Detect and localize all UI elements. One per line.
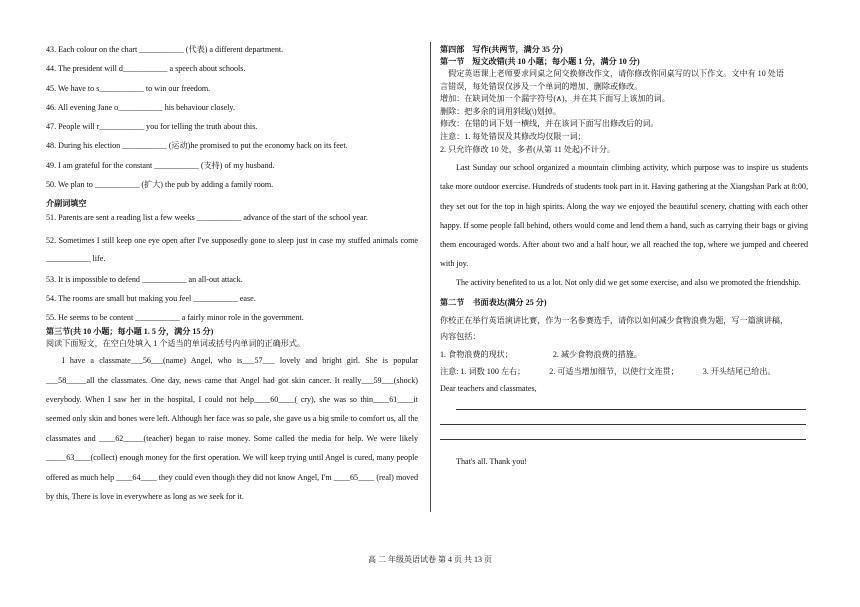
writing-notes: [440, 366, 808, 377]
section1-instr-line: 假定英语课上老师要求同桌之间交换修改作文，请你修改你同桌写的以下作文。文中有 10 处语: [440, 69, 784, 78]
letter-greeting: Dear teachers and classmates,: [440, 383, 537, 393]
question-46: 46. All evening Jane o___________ his behaviour closely.: [46, 102, 235, 112]
section2-instr-line: 内容包括：: [440, 331, 481, 341]
question-50: 50. We plan to ___________ (扩大) the pub by adding a family room.: [46, 180, 274, 190]
question-53: 53. It is impossible to defend ___________ an all-out attack.: [46, 274, 243, 284]
section1-instr-line: 2. 只允许修改 10 处，多者(从第 11 处起)不计分。: [440, 144, 616, 154]
section2-instr-line: 你校正在举行英语演讲比赛，作为一名参赛选手，请你以如何减少食物浪费为题，写一篇演讲稿，: [440, 315, 789, 325]
content-point: 2. 减少食物浪费的措施。: [552, 349, 642, 359]
writing-line: [440, 439, 806, 440]
question-47: 47. People will r___________ you for telling the truth about this.: [46, 122, 258, 132]
content-point: 1. 食物浪费的现状；: [440, 349, 513, 359]
section3-heading: 第三节(共 10 小题；每小题 1. 5 分，满分 15 分): [46, 327, 214, 337]
cloze-passage: I have a classmate___56___(name) Angel, who is___57___ lovely and bright girl. She is popular ___58_____all the classmates. One day, news came that Angel had got skin cancer. It really___59___(shock) everybody. When I saw her in the hospital, I could not help____60____( cry), she was so thin____61____it seemed only skin and bones were left. Although her face was so pale, she gave us a big smile to comfort us, all the classmates and ____62_____(teacher) began to raise money. Some called the media for help. We were likely _____63____(collect) enough money for the first operation. We will keep trying until Angel is cured, many people offered as much help ____64____ they could even though they did not know Angel, I'm ____65____ (real) moved by this, There is love in everywhere as long as we seek for it.: [46, 356, 418, 502]
section1-instr-line: 注意：1. 每处错误及其修改均仅限一词；: [440, 131, 586, 141]
page-footer: 高 二 年级英语试卷 第 4 页 共 13 页: [368, 555, 492, 564]
section2-heading: 第二节 书面表达(满分 25 分): [440, 297, 547, 307]
left-column: [46, 44, 418, 507]
writing-note: 注意: 1. 词数 100 左右；: [440, 366, 526, 376]
prep-heading: 介副词填空: [46, 199, 87, 209]
question-54: 54. The rooms are small but making you feel ___________ ease.: [46, 293, 256, 303]
section1-heading: 第一节 短文改错(共 10 小题；每小题 1 分，满分 10 分): [440, 57, 640, 66]
essay-paragraph-1: Last Sunday our school organized a mountain climbing activity, which purpose was to inspire us students take more outdoor exercise. Hundreds of students took part in it. Having gathering at the Xiangshan Park at 8:00, they set out for the top in high spirits. Along the way we enjoyed the beautiful scenery, chatting with each other happy. If some people fall behind, others would come and lend them a hand, such as carrying their bags or giving them encouraged words. After about two and a half hour, we all reached the top, where we jumped and cheered with joy.: [440, 163, 808, 269]
section1-instr-line: 增加：在缺词处加一个漏字符号(∧)，并在其下面写上该加的词。: [440, 94, 670, 104]
question-51: 51. Parents are sent a reading list a few weeks ___________ advance of the start of the school year.: [46, 213, 368, 223]
section3-instructions: 阅读下面短文，在空白处填入 1 个适当的单词或括号内单词的正确形式。: [46, 339, 306, 349]
question-55: 55. He seems to be content ___________ a fairly minor role in the government.: [46, 313, 304, 323]
essay-paragraph-2: The activity benefited to us a lot. Not only did we get some exercise, and also we promoted the friendship.: [456, 278, 801, 288]
right-column: [440, 44, 808, 469]
question-43: 43. Each colour on the chart ___________ (代表) a different department.: [46, 45, 284, 54]
writing-line: [440, 424, 806, 425]
question-49: 49. I am grateful for the constant ___________ (支持) of my husband.: [46, 160, 275, 170]
part4-heading: 第四部 写作(共两节，满分 35 分): [440, 45, 563, 54]
column-divider: [430, 42, 431, 512]
writing-line: [456, 409, 806, 410]
letter-closing: That's all. Thank you!: [456, 457, 527, 467]
question-48: 48. During his election ___________ (运动)he promised to put the economy back on its feet.: [46, 141, 348, 151]
section1-instr-line: 修改：在错的词下划一横线，并在该词下面写出修改后的词。: [440, 119, 659, 129]
question-44: 44. The president will d___________ a speech about schools.: [46, 64, 246, 74]
question-52: 52. Sometimes I still keep one eye open after I've supposedly gone to sleep just in case my stuffed animals come ___________ life.: [46, 235, 418, 263]
question-45: 45. We have to s___________ to win our freedom.: [46, 83, 211, 93]
section1-instr-line: 言错误，每处错误仅涉及一个单词的增加、删除或修改。: [440, 81, 643, 91]
content-points: [440, 349, 808, 360]
writing-note: 3. 开头结尾已给出。: [702, 366, 776, 376]
vocab-questions: [46, 44, 418, 190]
writing-note: 2. 可适当增加细节，以使行文连贯；: [549, 366, 679, 376]
section1-instr-line: 删除：把多余的词用斜线(\)划掉。: [440, 106, 561, 116]
